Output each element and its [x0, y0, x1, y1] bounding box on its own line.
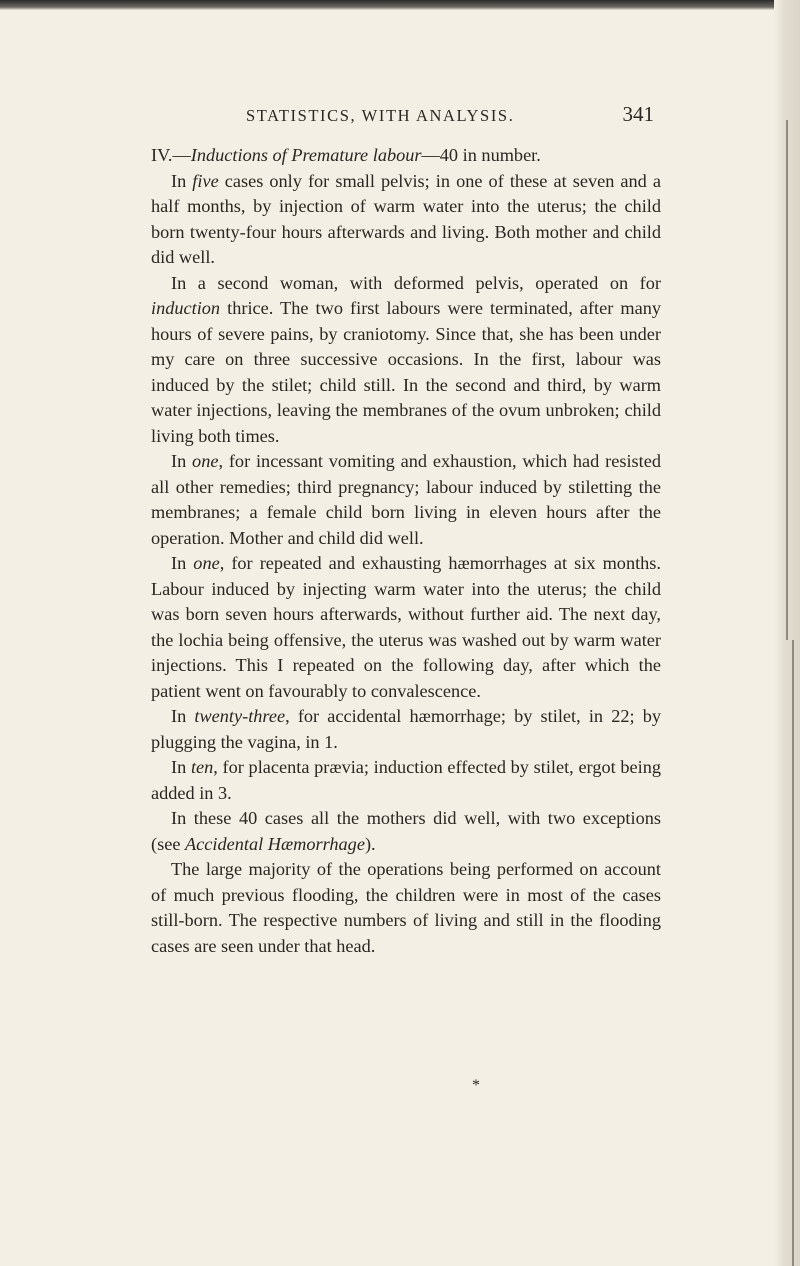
italic-run: Accidental Hæmorrhage	[185, 833, 365, 854]
text-run: ).	[364, 833, 376, 854]
text-run: In these 40 cases all the mothers did well, with two exceptions (see	[151, 808, 661, 854]
text-run: , for accidental hæmorrhage; by stilet, in 22; by plugging the vagina, in 1.	[151, 706, 661, 752]
page-header	[150, 100, 654, 130]
italic-run: five	[192, 170, 219, 191]
paragraph	[151, 169, 661, 271]
text-run: In a second woman, with deformed pelvis, operated on for	[171, 272, 661, 293]
paragraph-list	[151, 169, 661, 960]
italic-run: one	[193, 553, 220, 573]
text-run: thrice. The two first labours were terminated, after many hours of severe pains, by craniotomy. Since that, she has been under my care on three successive occasions. In the first, labour was induced by the stilet; child still. In the second and third, by warm water injections, leaving the membranes of the ovum unbroken; child living both times.	[151, 298, 661, 446]
text-run: , for incessant vomiting and exhaustion, which had resisted all other remedies; third pregnancy; labour induced by stiletting the membranes; a female child born living in eleven hours after the operation. Mother and child did well.	[151, 451, 661, 548]
running-title: STATISTICS, WITH ANALYSIS.	[246, 106, 515, 125]
section-count: —40 in number.	[421, 145, 541, 165]
text-run: , for repeated and exhausting hæmorrhages at six months. Labour induced by injecting warm water into the uterus; the child was born seven hours afterwards, without further aid. The next day, the lochia being offensive, the uterus was washed out by warm water injections. This I repeated on the following day, after which the patient went on favourably to convalescence.	[151, 553, 661, 701]
paragraph	[151, 551, 661, 704]
text-run: cases only for small pelvis; in one of these at seven and a half months, by injection of warm water into the uterus; the child born twenty-four hours afterwards and living. Both mother and child did well.	[151, 170, 661, 267]
paragraph	[151, 449, 661, 551]
paragraph	[151, 271, 661, 450]
text-run: , for placenta prævia; induction effected by stilet, ergot being added in 3.	[151, 757, 661, 803]
text-run: In	[171, 170, 193, 191]
text-run: The large majority of the operations being performed on account of much previous flooding, the children were in most of the cases still-born. The respective numbers of living and still in the flooding cases are seen under that head.	[151, 859, 661, 956]
page-number: 341	[622, 102, 654, 126]
body-text	[151, 143, 661, 959]
text-run: In	[171, 553, 194, 573]
page-top-shadow	[0, 0, 800, 10]
italic-run: ten	[190, 757, 214, 777]
section-number: IV.—	[151, 145, 191, 165]
footer-mark: *	[472, 1077, 480, 1094]
text-run: In	[171, 706, 195, 726]
text-run: In	[171, 451, 193, 471]
section-title: Inductions of Premature labour	[190, 145, 422, 165]
page-edge-line	[792, 640, 794, 1266]
paragraph	[151, 806, 661, 857]
paragraph	[151, 857, 661, 959]
section-heading	[151, 143, 661, 169]
paragraph	[151, 755, 661, 806]
paragraph	[151, 704, 661, 755]
text-run: In	[171, 757, 191, 777]
italic-run: induction	[151, 298, 221, 318]
italic-run: one	[192, 451, 219, 471]
page-edge-line	[786, 120, 788, 640]
italic-run: twenty-three	[194, 706, 286, 726]
